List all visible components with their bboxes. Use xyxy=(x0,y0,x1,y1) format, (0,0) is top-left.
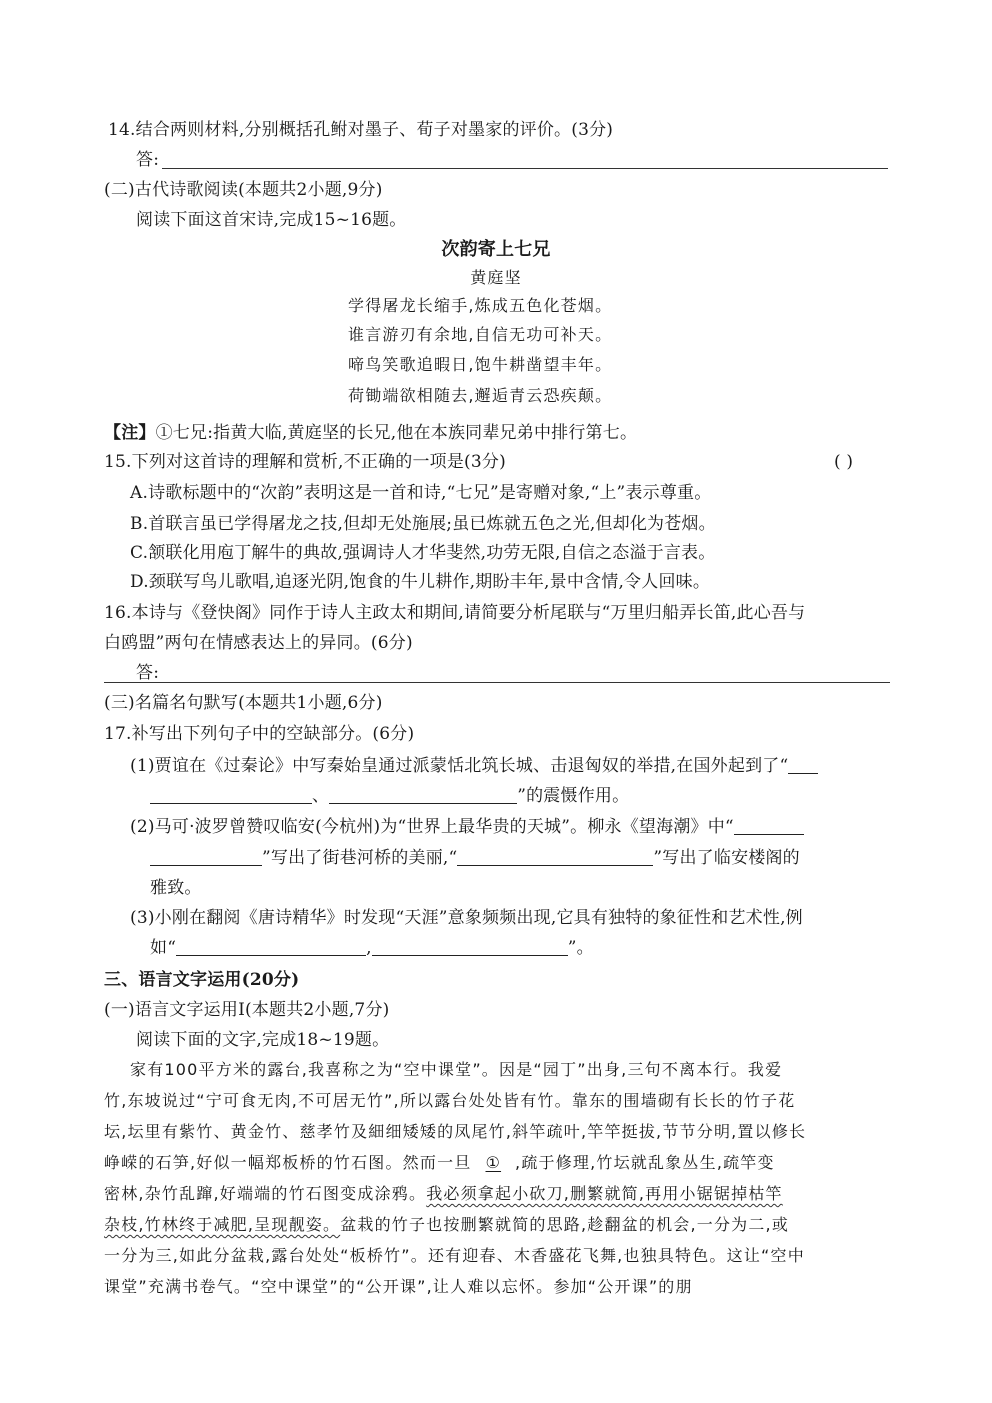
blank-2b[interactable] xyxy=(150,847,262,866)
question-17: 17.补写出下列句子中的空缺部分。(6分) xyxy=(104,724,415,744)
passage-line-8: 课堂”充满书卷气。“空中课堂”的“公开课”,让人难以忘怀。参加“公开课”的朋 xyxy=(104,1277,693,1296)
q17-item-1-line-2 xyxy=(150,784,629,808)
passage-line-5 xyxy=(104,1182,783,1206)
question-16-line-1: 16.本诗与《登快阁》同作于诗人主政太和期间,请简要分析尾联与“万里归船弄长笛,此心吾与 xyxy=(104,603,806,623)
passage-line-3: 坛,坛里有紫竹、黄金竹、慈孝竹及細细矮矮的凤尾竹,斜竿疏叶,竿竿挺拔,节节分明,置以修长 xyxy=(104,1122,807,1141)
q17-item-2-line-1 xyxy=(130,815,804,839)
q17-item-2-text: (2)马可·波罗曾赞叹临安(今杭州)为“世界上最华贵的天城”。柳永《望海潮》中“ xyxy=(130,817,734,837)
q17-item-2-line-2 xyxy=(150,846,800,870)
part-heading-language: 三、语言文字运用(20分) xyxy=(104,970,300,990)
q17-item-2-tail: 雅致。 xyxy=(150,878,202,898)
poem-line-3: 啼鸟笑歌追暇日,饱牛耕凿望丰年。 xyxy=(348,355,613,374)
q17-item-2-end: ”写出了临安楼阁的 xyxy=(653,848,800,868)
section-heading-poetry: (二)古代诗歌阅读(本题共2小题,9分) xyxy=(104,180,383,200)
section-intro-language: 阅读下面的文字,完成18~19题。 xyxy=(136,1030,390,1050)
option-c: C.颔联化用庖丁解牛的典故,强调诗人才华斐然,功劳无限,自信之态溢于言表。 xyxy=(130,543,716,563)
q17-item-3-line-1: (3)小刚在翻阅《唐诗精华》时发现“天涯”意象频频出现,它具有独特的象征性和艺术性,例 xyxy=(130,908,803,928)
passage-blank-1[interactable]: ① xyxy=(485,1153,502,1172)
poem-line-1: 学得屠龙长缩手,炼成五色化苍烟。 xyxy=(348,296,613,315)
blank-3a[interactable] xyxy=(176,937,366,956)
question-14: 14.结合两则材料,分别概括孔鲋对墨子、荀子对墨家的评价。(3分) xyxy=(108,120,614,140)
question-15: 15.下列对这首诗的理解和赏析,不正确的一项是(3分) xyxy=(104,452,506,472)
blank-1c[interactable] xyxy=(329,785,517,804)
section-heading-dictation: (三)名篇名句默写(本题共1小题,6分) xyxy=(104,693,383,713)
passage-line-4-b: ,疏于修理,竹坛就乱象丛生,疏竿变 xyxy=(515,1153,775,1172)
note-label: 【注】 xyxy=(104,423,156,443)
poem-line-2: 谁言游刃有余地,自信无功可补天。 xyxy=(348,325,613,344)
poem-author: 黄庭坚 xyxy=(470,268,522,287)
blank-1b[interactable] xyxy=(150,785,312,804)
answer-line-16[interactable] xyxy=(104,682,890,683)
q17-item-3-line-2 xyxy=(150,936,594,960)
question-16-line-2: 白鸥盟”两句在情感表达上的异同。(6分) xyxy=(104,633,413,653)
answer-label-14: 答: xyxy=(136,150,160,170)
option-b: B.首联言虽已学得屠龙之技,但却无处施展;虽已炼就五色之光,但却化为苍烟。 xyxy=(130,514,716,534)
q17-item-1-text: (1)贾谊在《过秦论》中写秦始皇通过派蒙恬北筑长城、击退匈奴的举措,在国外起到了“ xyxy=(130,756,789,776)
answer-label-16: 答: xyxy=(136,663,160,683)
passage-line-1: 家有100平方米的露台,我喜称之为“空中课堂”。因是“园丁”出身,三句不离本行。我爱 xyxy=(130,1060,783,1079)
q17-item-3-end: ”。 xyxy=(567,938,594,958)
q17-item-3-text: 如“ xyxy=(150,938,177,958)
poem-title: 次韵寄上七兄 xyxy=(441,239,551,260)
q17-item-2-mid: ”写出了街巷河桥的美丽,“ xyxy=(262,848,458,868)
poem-note xyxy=(104,421,637,445)
passage-wavy-underline-1: 我必须拿起小砍刀,删繁就简,再用小锯锯掉枯竿 xyxy=(426,1184,783,1203)
passage-wavy-underline-2: 杂枝,竹林终于减肥,呈现靓姿。 xyxy=(104,1215,341,1234)
passage-line-5-a: 密林,杂竹乱蹿,好端端的竹石图变成涂鸦。 xyxy=(104,1184,427,1203)
q17-item-3-sep: , xyxy=(366,938,372,958)
passage-line-4 xyxy=(104,1151,775,1175)
option-d: D.颈联写鸟儿歌唱,追逐光阴,饱食的牛儿耕作,期盼丰年,景中含情,令人回味。 xyxy=(130,572,711,592)
blank-3b[interactable] xyxy=(372,937,568,956)
blank-2a[interactable] xyxy=(734,816,804,835)
poem-line-4: 荷锄端欲相随去,邂逅青云恐疾颠。 xyxy=(348,386,613,405)
blank-1a[interactable] xyxy=(788,755,818,774)
q17-item-1-end: ”的震慑作用。 xyxy=(517,786,630,806)
option-a: A.诗歌标题中的“次韵”表明这是一首和诗,“七兄”是寄赠对象,“上”表示尊重。 xyxy=(130,483,712,503)
answer-paren-15[interactable]: ( ) xyxy=(834,452,854,472)
q17-item-1-line-1 xyxy=(130,754,818,778)
sub-heading-language-1: (一)语言文字运用Ⅰ(本题共2小题,7分) xyxy=(104,1000,390,1020)
note-text: ①七兄:指黄大临,黄庭坚的长兄,他在本族同辈兄弟中排行第七。 xyxy=(155,423,638,443)
section-intro-poetry: 阅读下面这首宋诗,完成15~16题。 xyxy=(136,210,407,230)
blank-2c[interactable] xyxy=(457,847,653,866)
q17-item-1-sep: 、 xyxy=(312,786,330,806)
passage-line-4-a: 峥嵘的石笋,好似一幅郑板桥的竹石图。然而一旦 xyxy=(104,1153,472,1172)
passage-line-2: 竹,东坡说过“宁可食无肉,不可居无竹”,所以露台处处皆有竹。靠东的围墙砌有长长的竹子花 xyxy=(104,1091,796,1110)
passage-line-6 xyxy=(104,1213,789,1237)
answer-line-14[interactable] xyxy=(162,168,888,169)
passage-line-7: 一分为三,如此分盆栽,露台处处“板桥竹”。还有迎春、木香盛花飞舞,也独具特色。这让“空中 xyxy=(104,1246,805,1265)
passage-line-6-b: 盆栽的竹子也按删繁就简的思路,趁翻盆的机会,一分为二,或 xyxy=(340,1215,790,1234)
